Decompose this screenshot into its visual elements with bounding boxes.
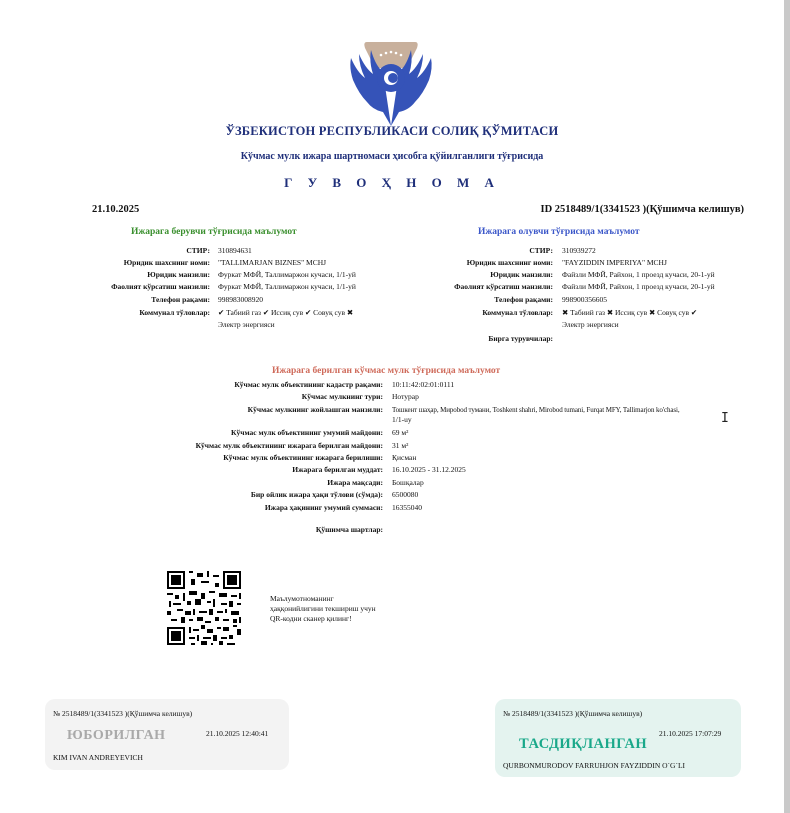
document-id: ID 2518489/1(3341523 )(Қўшимча келишув) xyxy=(540,204,744,215)
row-value: 16355040 xyxy=(392,503,422,512)
document-date: 21.10.2025 xyxy=(92,204,140,215)
row-value: ✖ Табиий газ ✖ Иссиқ сув ✖ Совуқ сув ✔ xyxy=(562,308,698,317)
row-label: Юридик шахснинг номи: xyxy=(466,258,553,267)
row-label: Коммунал тўловлар: xyxy=(139,308,210,317)
qr-text-line: ҳаққонийлигини текшириш учун xyxy=(270,604,376,613)
stamp-status: ТАСДИҚЛАНГАН xyxy=(519,736,648,752)
text-cursor-icon: I xyxy=(721,411,729,426)
property-section-title: Ижарага берилган кўчмас мулк тўғрисида маълумот xyxy=(272,366,501,376)
scrollbar-track[interactable] xyxy=(784,0,790,813)
row-label: Кўчмас мулк объектининг кадастр рақами: xyxy=(234,380,383,389)
row-label: Кўчмас мулк объектининг умумий майдони: xyxy=(231,428,383,437)
organization-title: ЎЗБЕКИСТОН РЕСПУБЛИКАСИ СОЛИҚ ҚЎМИТАСИ xyxy=(225,124,559,138)
row-value-continued: Электр энергияси xyxy=(218,320,275,329)
qr-text-line: QR-кодни сканер қилинг! xyxy=(270,614,352,623)
row-value: "FAYZIDDIN IMPERIYA" MCHJ xyxy=(562,258,667,267)
row-label: Ижара мақсади: xyxy=(327,478,383,487)
row-value: Фуркат МФЙ, Таллимаржон кучаси, 1/1-уй xyxy=(218,270,356,279)
sent-stamp xyxy=(45,699,289,770)
stamp-signer: QURBONMURODOV FARRUHJON FAYZIDDIN O`G`LI xyxy=(503,761,686,770)
eagle-emblem-icon xyxy=(345,38,437,126)
row-value: 16.10.2025 - 31.12.2025 xyxy=(392,465,466,474)
row-label: Ижарага берилган муддат: xyxy=(292,465,383,474)
row-value: Фуркат МФЙ, Таллимаржон кучаси, 1/1-уй xyxy=(218,282,356,291)
row-value: 998983008920 xyxy=(218,295,263,304)
row-label: Кўчмас мулк объектининг ижарага берилиши: xyxy=(223,453,383,462)
qr-instructions xyxy=(270,594,376,624)
row-value-continued: Электр энергияси xyxy=(562,320,619,329)
stamp-number: № 2518489/1(3341523 )(Қўшимча келишув) xyxy=(503,709,643,718)
row-label: Кўчмас мулкнинг жойлашган манзили: xyxy=(247,405,383,414)
row-label: СТИР: xyxy=(529,246,553,255)
qr-code-icon xyxy=(163,567,245,649)
row-value: 10:11:42:02:01:0111 xyxy=(392,380,455,389)
row-label: Кўчмас мулкнинг тури: xyxy=(301,392,383,401)
row-value-continued: 1/1-uy xyxy=(392,415,412,424)
row-value: 69 м² xyxy=(392,428,409,437)
row-label: Бирга турувчилар: xyxy=(488,334,553,343)
row-value: 998900356605 xyxy=(562,295,607,304)
document-subtitle: Кўчмас мулк ижара шартномаси ҳисобга қўйилганлиги тўғрисида xyxy=(240,151,544,162)
row-value: Қисман xyxy=(392,453,417,462)
row-value: ✔ Табиий газ ✔ Иссиқ сув ✔ Совуқ сув ✖ xyxy=(218,308,354,317)
extra-conditions-label: Қўшимча шартлар: xyxy=(315,525,383,534)
row-label: Фаолият кўрсатиш манзили: xyxy=(454,282,553,291)
row-value: Файзли МФЙ, Райхон, 1 проезд кучаси, 20-1-уй xyxy=(562,270,715,279)
stamp-timestamp: 21.10.2025 17:07:29 xyxy=(659,729,722,738)
row-label: СТИР: xyxy=(186,246,210,255)
row-label: Юридик манзили: xyxy=(147,270,210,279)
row-label: Бир ойлик ижара ҳақи тўлови (сўмда): xyxy=(250,490,383,499)
stamp-number: № 2518489/1(3341523 )(Қўшимча келишув) xyxy=(53,709,193,718)
document-title: Г У В О Ҳ Н О М А xyxy=(284,175,500,190)
row-value: Файзли МФЙ, Райхон, 1 проезд кучаси, 20-1-уй xyxy=(562,282,715,291)
row-value: Тошкент шаҳар, Мирobod тумани, Toshkent shahri, Mirobod tumani, Furqat MFY, Tallimarjon ko'chasi, xyxy=(392,406,680,414)
stamp-timestamp: 21.10.2025 12:40:41 xyxy=(206,729,269,738)
row-label: Фаолият кўрсатиш манзили: xyxy=(111,282,210,291)
row-value: "TALLIMARJAN BIZNES" MCHJ xyxy=(218,258,327,267)
lessor-section-title: Ижарага берувчи тўғрисида маълумот xyxy=(131,227,297,237)
row-value: Бошқалар xyxy=(392,478,424,487)
row-label: Юридик манзили: xyxy=(490,270,553,279)
row-value: 6500080 xyxy=(392,490,419,499)
row-value: 310939272 xyxy=(562,246,596,255)
row-label: Кўчмас мулк объектининг ижарага берилган майдони: xyxy=(195,441,383,450)
row-label: Юридик шахснинг номи: xyxy=(123,258,210,267)
row-label: Телефон рақами: xyxy=(494,295,553,304)
row-label: Коммунал тўловлар: xyxy=(482,308,553,317)
row-label: Телефон рақами: xyxy=(151,295,210,304)
row-value: 31 м² xyxy=(392,441,409,450)
confirmed-stamp xyxy=(495,699,741,777)
stamp-status: ЮБОРИЛГАН xyxy=(67,728,166,743)
stamp-signer: KIM IVAN ANDREYEVICH xyxy=(53,753,143,762)
row-value: 310894631 xyxy=(218,246,252,255)
qr-text-line: Маълумотноманинг xyxy=(270,594,334,603)
lessee-section-title: Ижарага олувчи тўғрисида маълумот xyxy=(478,227,640,237)
row-label: Ижара ҳақининг умумий суммаси: xyxy=(264,503,383,512)
row-value: Нотурар xyxy=(392,392,419,401)
